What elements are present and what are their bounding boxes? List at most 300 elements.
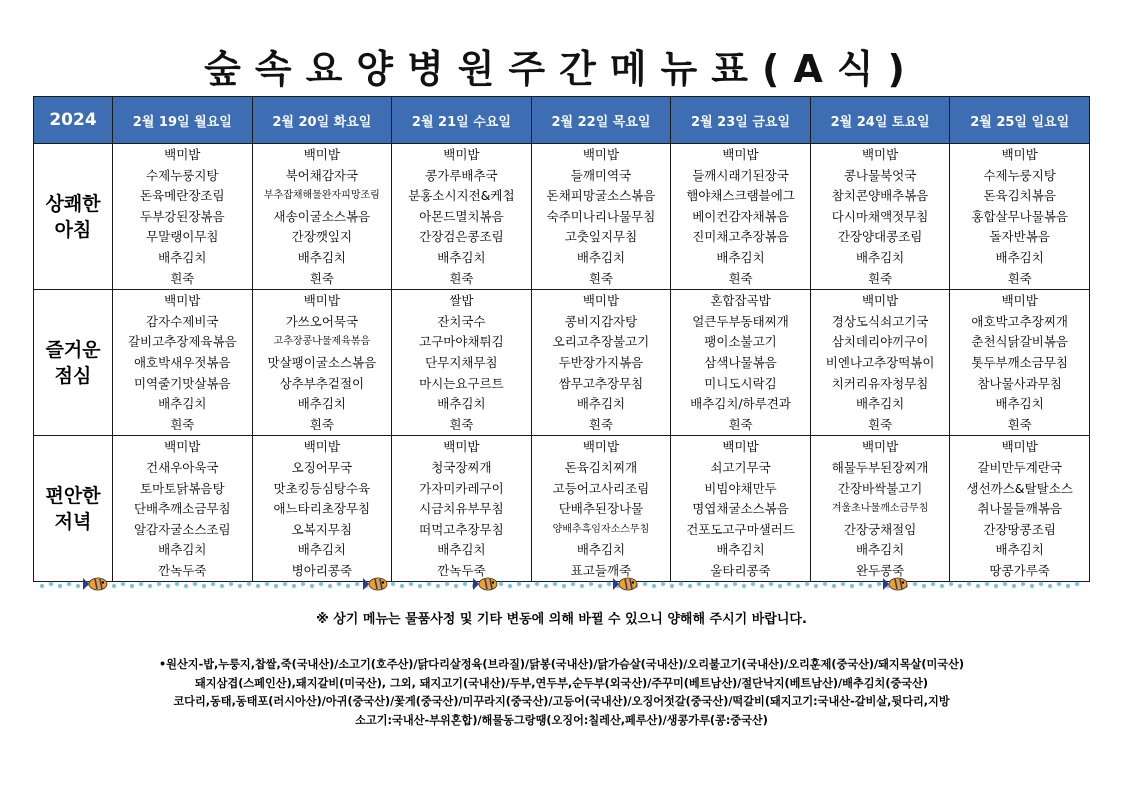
meal-row-breakfast	[34, 144, 1090, 290]
bubble-dot	[778, 584, 782, 588]
year-header: 2024	[34, 97, 113, 144]
dish-item: 흰죽	[588, 416, 614, 432]
dish-item: 배추김치/하루견과	[690, 396, 791, 412]
dish-item: 두반장가지볶음	[558, 354, 644, 370]
fish-icon	[363, 578, 387, 590]
dish-item: 떠먹고추장무침	[419, 521, 504, 537]
bubble-dot	[1039, 582, 1043, 586]
dish-item: 백미밥	[582, 293, 620, 309]
dish-item: 배추김치	[855, 542, 905, 558]
meal-label-dinner	[34, 436, 113, 582]
dish-item: 들깨미역국	[570, 167, 632, 183]
bubble-dot	[1075, 582, 1079, 586]
bubble-dot	[283, 582, 287, 586]
bubble-dot	[319, 582, 323, 586]
menu-cell	[113, 436, 253, 582]
bubble-dot	[553, 582, 557, 586]
menu-cell	[671, 436, 811, 582]
dish-item: 양배추흑임자소스무침	[552, 523, 650, 535]
bubble-dot	[958, 584, 962, 588]
bubble-dot	[1012, 584, 1016, 588]
dish-item: 백미밥	[861, 293, 899, 309]
bubble-dot	[661, 582, 665, 586]
dish-item: 백미밥	[861, 439, 899, 455]
dish-item: 배추김치	[158, 396, 207, 412]
bubble-dot	[742, 584, 746, 588]
bubble-dot	[679, 582, 683, 586]
dish-item: 배추김치	[437, 249, 486, 265]
dish-item: 맛살팽이굴소스볶음	[267, 354, 377, 370]
bubble-dot	[841, 582, 845, 586]
fish-icon	[613, 578, 637, 590]
dish-item: 깐녹두죽	[158, 562, 207, 578]
dish-item: 배추김치	[995, 542, 1044, 558]
dish-item: 간장궁채절임	[843, 521, 917, 537]
meal-label-lunch	[34, 290, 113, 436]
dish-item: 백미밥	[1001, 293, 1038, 309]
bubble-dot	[247, 582, 251, 586]
dish-item: 오복지무침	[291, 521, 353, 537]
bubble-dot	[256, 584, 260, 588]
dish-item: 토마토닭볶음탕	[140, 480, 225, 496]
bubble-dot	[139, 582, 143, 586]
bubble-dot	[238, 584, 242, 588]
menu-cell	[252, 144, 392, 290]
dish-item: 백미밥	[303, 439, 340, 455]
bubble-dot	[571, 582, 575, 586]
dish-item: 겨울초나물깨소금무침	[831, 503, 929, 515]
fish-icon	[473, 578, 497, 590]
bubble-dot	[733, 582, 737, 586]
bubble-dot	[337, 582, 341, 586]
menu-cell	[810, 290, 950, 436]
bubble-dot	[463, 582, 467, 586]
menu-cell	[950, 436, 1090, 582]
dish-item: 삼치데리야끼구이	[831, 334, 929, 350]
dish-item: 간장양대콩조림	[837, 229, 923, 245]
dish-item: 애호박새우젓볶음	[133, 354, 231, 370]
dish-item: 마시는요구르트	[419, 375, 504, 391]
bubble-dot	[535, 582, 539, 586]
bubble-dot	[436, 584, 440, 588]
dish-item: 배추김치	[576, 542, 626, 558]
dish-item: 상추부추겉절이	[279, 375, 365, 391]
dish-item: 배추김치	[437, 542, 486, 558]
bubble-dot	[751, 582, 755, 586]
dish-item: 백미밥	[164, 147, 201, 162]
dish-item: 애호박고추장찌개	[971, 313, 1068, 329]
bubble-dot	[769, 582, 773, 586]
dish-item: 춘천식닭갈비볶음	[971, 334, 1068, 350]
dish-item: 톳두부깨소금무침	[971, 354, 1068, 370]
bubble-dot	[265, 582, 269, 586]
bubble-dot	[1021, 582, 1025, 586]
dish-item: 흰죽	[309, 416, 334, 432]
dish-item: 건새우아욱국	[146, 459, 219, 475]
dish-item: 배추김치	[158, 542, 207, 558]
bubble-dot	[76, 584, 80, 588]
weekly-menu-table	[33, 96, 1090, 582]
menu-cell	[671, 144, 811, 290]
dish-item: 참치콘양배추볶음	[831, 188, 929, 204]
bubble-dot	[913, 582, 917, 586]
bubble-dot	[67, 582, 71, 586]
bubble-dot	[454, 584, 458, 588]
origin-line: 소고기:국내산-부위혼합)/해물동그랑땡(오징어:칠레산,페루산)/생콩가루(콩:중국산)	[355, 713, 768, 727]
dish-item: 간장깻잎지	[291, 229, 353, 245]
dish-item: 흰죽	[1007, 416, 1032, 432]
dish-item: 돈육김치찌개	[564, 459, 638, 475]
dish-item: 들깨시래기된장국	[692, 167, 789, 183]
dish-item: 햄야채스크램블에그	[686, 188, 795, 204]
dish-item: 단배추된장나물	[558, 501, 644, 517]
bubble-dot	[931, 582, 935, 586]
bubble-dot	[292, 584, 296, 588]
dish-item: 백미밥	[303, 147, 340, 162]
dish-item: 백미밥	[861, 147, 899, 162]
dish-item: 미역줄기맛살볶음	[133, 375, 231, 391]
dish-item: 배추김치	[716, 249, 765, 265]
dish-item: 명엽채굴소스볶음	[692, 501, 789, 517]
bubble-dot	[328, 584, 332, 588]
dish-item: 오리고추장불고기	[552, 334, 650, 350]
meal-label-line: 저녁	[54, 510, 92, 533]
menu-cell	[950, 144, 1090, 290]
menu-cell	[531, 290, 671, 436]
bubble-dot	[58, 584, 62, 588]
bubble-dot	[949, 582, 953, 586]
dish-item: 가쓰오어묵국	[285, 313, 359, 329]
bubble-dot	[391, 582, 395, 586]
dish-item: 건포도고구마샐러드	[686, 521, 795, 537]
bubble-dot	[184, 584, 188, 588]
dish-item: 흰죽	[868, 416, 893, 432]
dish-item: 백미밥	[1001, 147, 1038, 162]
dish-item: 백미밥	[164, 293, 201, 309]
dish-item: 흰죽	[170, 270, 195, 286]
meal-row-lunch	[34, 290, 1090, 436]
bubble-dot	[796, 584, 800, 588]
bubble-dot	[643, 582, 647, 586]
bubble-dot	[1048, 584, 1052, 588]
dish-item: 팽이소불고기	[704, 334, 777, 350]
dish-item: 두부강된장볶음	[140, 208, 225, 224]
dish-item: 오징어무국	[291, 459, 353, 475]
dish-item: 갈비고추장제육볶음	[127, 334, 237, 350]
bubble-dot	[967, 582, 971, 586]
dish-item: 배추김치	[855, 249, 905, 265]
bubble-dot	[859, 582, 863, 586]
dish-item: 분홍소시지전&케첩	[408, 188, 515, 204]
dish-item: 콩나물북엇국	[843, 167, 917, 183]
meal-label-line: 아침	[54, 218, 92, 241]
dish-item: 혼합잡곡밥	[710, 293, 771, 309]
dish-item: 고추장콩나물제육볶음	[273, 336, 371, 348]
dish-item: 흰죽	[588, 270, 614, 286]
bubble-dot	[697, 582, 701, 586]
day-header-tue: 2월 20일 화요일	[252, 97, 392, 144]
bubble-dot	[301, 582, 305, 586]
bubble-dot	[445, 582, 449, 586]
dish-item: 생선까스&탈탈소스	[966, 480, 1073, 496]
bubble-dot	[526, 584, 530, 588]
dish-item: 배추김치	[297, 396, 346, 412]
bubble-dot	[976, 584, 980, 588]
header-row	[34, 97, 1090, 144]
bubble-dot	[598, 584, 602, 588]
bubble-dot	[220, 584, 224, 588]
fish-icon	[883, 578, 907, 590]
bubble-dot	[400, 584, 404, 588]
bubble-dot	[1030, 584, 1034, 588]
dish-item: 배추김치	[576, 249, 626, 265]
day-header-mon: 2월 19일 월요일	[113, 97, 253, 144]
meal-label-line: 점심	[54, 364, 92, 387]
menu-cell	[531, 436, 671, 582]
meal-label-line: 상쾌한	[45, 192, 101, 215]
dish-item: 백미밥	[164, 439, 201, 455]
dish-item: 고춧잎지무침	[564, 229, 638, 245]
dish-item: 흰죽	[449, 270, 474, 286]
bubble-dot	[229, 582, 233, 586]
dish-item: 백미밥	[1001, 439, 1038, 455]
bubble-dot	[49, 582, 53, 586]
dish-item: 흰죽	[170, 416, 195, 432]
bubble-dot	[130, 584, 134, 588]
fish-bubble-border	[38, 572, 1085, 596]
bubble-dot	[148, 584, 152, 588]
bubble-dot	[409, 582, 413, 586]
meal-label-line: 즐거운	[45, 338, 101, 361]
dish-item: 치커리유자청무침	[831, 375, 929, 391]
bubble-dot	[193, 582, 197, 586]
dish-item: 백미밥	[582, 439, 620, 455]
dish-item: 무말랭이무침	[146, 229, 219, 245]
bubble-dot	[823, 582, 827, 586]
bubble-dot	[607, 582, 611, 586]
dish-item: 고등어고사리조림	[552, 480, 650, 496]
dish-item: 잔치국수	[437, 313, 486, 329]
dish-item: 얼큰두부동태찌개	[692, 313, 789, 329]
dish-item: 간장땅콩조림	[983, 521, 1056, 537]
bubble-dot	[715, 582, 719, 586]
bubble-dot	[40, 584, 44, 588]
dish-item: 백미밥	[443, 147, 480, 162]
bubble-dot	[940, 584, 944, 588]
bubble-dot	[157, 582, 161, 586]
dish-item: 흰죽	[728, 416, 753, 432]
dish-item: 경상도식쇠고기국	[831, 313, 929, 329]
bubble-dot	[562, 584, 566, 588]
dish-item: 백미밥	[443, 439, 480, 455]
bubble-dot	[274, 584, 278, 588]
bubble-dot	[112, 584, 116, 588]
dish-item: 돌자반볶음	[989, 229, 1050, 245]
bubble-dot	[175, 582, 179, 586]
bubble-dot	[688, 584, 692, 588]
dish-item: 콩가루배추국	[425, 167, 498, 183]
dish-item: 홍합살무나물볶음	[971, 208, 1068, 224]
bubble-dot	[427, 582, 431, 586]
bubble-dot	[544, 584, 548, 588]
bubble-dot	[994, 584, 998, 588]
dish-item: 참나물사과무침	[977, 375, 1062, 391]
dish-item: 삼색나물볶음	[704, 354, 777, 370]
day-header-sun: 2월 25일 일요일	[950, 97, 1090, 144]
bubble-dot	[346, 584, 350, 588]
bubble-dot	[922, 584, 926, 588]
dish-item: 미니도시락김	[704, 375, 777, 391]
dish-item: 해물두부된장찌개	[831, 459, 929, 475]
dish-item: 단배추깨소금무침	[133, 501, 231, 517]
dish-item: 갈비만두계란국	[977, 459, 1062, 475]
dish-item: 배추김치	[855, 396, 905, 412]
dish-item: 백미밥	[582, 147, 620, 162]
menu-cell	[252, 290, 392, 436]
dish-item: 맛초킹등심탕수육	[273, 480, 371, 496]
dish-item: 부추잡채해물완자피망조림	[263, 190, 380, 202]
bubble-dot	[202, 584, 206, 588]
dish-item: 새송이굴소스볶음	[273, 208, 371, 224]
day-header-wed: 2월 21일 수요일	[392, 97, 532, 144]
dish-item: 배추김치	[995, 396, 1044, 412]
dish-item: 백미밥	[303, 293, 340, 309]
dish-item: 수제누룽지탕	[983, 167, 1056, 183]
day-header-fri: 2월 23일 금요일	[671, 97, 811, 144]
dish-item: 배추김치	[297, 249, 346, 265]
menu-cell	[950, 290, 1090, 436]
bubble-dot	[868, 584, 872, 588]
notice-text: ※ 상기 메뉴는 물품사정 및 기타 변동에 의해 바뀔 수 있으니 양해해 주시기 바랍니다.	[316, 612, 807, 627]
menu-cell	[392, 290, 532, 436]
dish-item: 취나물들깨볶음	[977, 501, 1062, 517]
dish-item: 흰죽	[449, 416, 474, 432]
dish-item: 돈육메란장조림	[140, 188, 225, 204]
bubble-dot	[355, 582, 359, 586]
dish-item: 가자미카레구이	[419, 480, 504, 496]
dish-item: 감자수제비국	[146, 313, 219, 329]
dish-item: 돈채피망굴소스볶음	[546, 188, 656, 204]
origin-line: •원산지-밥,누룽지,찹쌀,죽(국내산)/소고기(호주산)/닭다리살정육(브라질)/닭봉(국내산)/닭가슴살(국내산)/오리불고기(국내산)/오리훈제(중국산)/돼지목살(미국산)	[159, 658, 964, 671]
dish-item: 알감자굴소스조림	[133, 521, 231, 537]
dish-item: 쇠고기무국	[710, 459, 771, 475]
bubble-dot	[166, 584, 170, 588]
bubble-dot	[1066, 584, 1070, 588]
menu-cell	[252, 436, 392, 582]
fish-icon	[83, 578, 107, 590]
dish-item: 땅콩가루죽	[989, 562, 1050, 578]
dish-item: 쌈무고추장무침	[558, 375, 644, 391]
dish-item: 흰죽	[728, 270, 753, 286]
dish-item: 수제누룽지탕	[146, 167, 219, 183]
dish-item: 표고들깨죽	[570, 562, 632, 578]
dish-item: 비빔야채만두	[704, 480, 777, 496]
dish-item: 울타리콩죽	[710, 562, 771, 578]
dish-item: 배추김치	[158, 249, 207, 265]
bubble-dot	[724, 584, 728, 588]
origin-line: 돼지삼겹(스페인산),돼지갈비(미국산), 그외, 돼지고기(국내산)/두부,연두부,순두부(외국산)/주꾸미(베트남산)/절단낙지(베트남산)/배추김치(중국산)	[195, 676, 928, 690]
bubble-dot	[760, 584, 764, 588]
bubble-dot	[706, 584, 710, 588]
bubble-dot	[589, 582, 593, 586]
dish-item: 배추김치	[716, 542, 765, 558]
dish-item: 백미밥	[722, 147, 759, 162]
menu-cell	[392, 144, 532, 290]
bubble-dot	[310, 584, 314, 588]
bubble-dot	[805, 582, 809, 586]
dish-item: 다시마채액젓무침	[831, 208, 929, 224]
bubble-dot	[418, 584, 422, 588]
bubble-dot	[1003, 582, 1007, 586]
dish-item: 아몬드멸치볶음	[419, 208, 504, 224]
day-header-thu: 2월 22일 목요일	[531, 97, 671, 144]
dish-item: 단무지채무침	[425, 354, 498, 370]
menu-cell	[810, 436, 950, 582]
dish-item: 비엔나고추장떡볶이	[825, 354, 935, 370]
origin-line: 코다리,동태,동태포(러시아산)/아귀(중국산)/꽃게(중국산)/미꾸라지(중국산)/고등어(국내산)/오징어젓갈(중국산)/떡갈비(돼지고기:국내산-갈비살,뒷다리,지방	[173, 695, 950, 708]
dish-item: 돈육김치볶음	[983, 188, 1056, 204]
bubble-dot	[850, 584, 854, 588]
dish-item: 콩비지감자탕	[564, 313, 638, 329]
menu-cell	[671, 290, 811, 436]
dish-item: 깐녹두죽	[437, 562, 486, 578]
dish-item: 북어채감자국	[285, 167, 359, 183]
bubble-dot	[1057, 582, 1061, 586]
origin-info	[50, 656, 1073, 730]
meal-label-breakfast	[34, 144, 113, 290]
dish-item: 백미밥	[722, 439, 759, 455]
dish-item: 애느타리초장무침	[273, 501, 371, 517]
menu-cell	[531, 144, 671, 290]
bubble-dot	[787, 582, 791, 586]
menu-cell	[810, 144, 950, 290]
dish-item: 베이컨감자채볶음	[692, 208, 789, 224]
menu-cell	[113, 144, 253, 290]
bubble-dot	[499, 582, 503, 586]
dish-item: 흰죽	[309, 270, 334, 286]
dish-item: 배추김치	[576, 396, 626, 412]
dish-item: 진미채고추장볶음	[692, 229, 789, 245]
bubble-dot	[121, 582, 125, 586]
dish-item: 시금치유부무침	[419, 501, 504, 517]
dish-item: 간장검은콩조림	[419, 229, 504, 245]
day-header-sat: 2월 24일 토요일	[810, 97, 950, 144]
page-title: 숲속요양병원주간메뉴표(A식)	[204, 47, 919, 91]
bubble-dot	[517, 582, 521, 586]
meal-row-dinner	[34, 436, 1090, 582]
bubble-dot	[211, 582, 215, 586]
dish-item: 배추김치	[437, 396, 486, 412]
bubble-dot	[508, 584, 512, 588]
dish-item: 청국장찌개	[431, 459, 492, 475]
bubble-dot	[580, 584, 584, 588]
dish-item: 흰죽	[868, 270, 893, 286]
dish-item: 흰죽	[1007, 270, 1032, 286]
bubble-dot	[877, 582, 881, 586]
dish-item: 완두콩죽	[855, 562, 905, 578]
dish-item: 병아리콩죽	[291, 562, 353, 578]
dish-item: 쌀밥	[449, 293, 474, 309]
dish-item: 간장바싹불고기	[837, 480, 923, 496]
bubble-dot	[832, 584, 836, 588]
dish-item: 배추김치	[297, 542, 346, 558]
dish-item: 고구마야채튀김	[419, 334, 504, 350]
bubble-dot	[985, 582, 989, 586]
bubble-dot	[670, 584, 674, 588]
bubble-dot	[814, 584, 818, 588]
bubble-dot	[652, 584, 656, 588]
dish-item: 배추김치	[995, 249, 1044, 265]
